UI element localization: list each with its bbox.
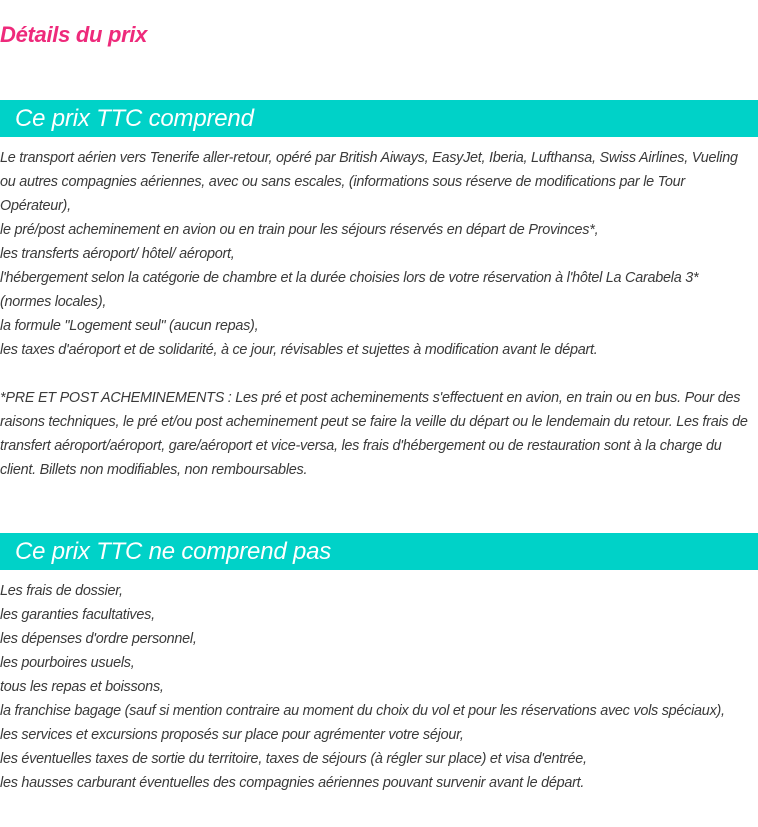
transfer-note-text: *PRE ET POST ACHEMINEMENTS : Les pré et post acheminements s'effectuent en avion, en train ou en bus. Pour des raisons techniques, le pré et/ou post acheminement peut se faire la veille du départ ou le lendemain du retour. Les frais de transfert aéroport/aéroport, gare/aéroport et vice-versa, les frais d'hébergement ou de restauration sont à la charge du client. Billets non modifiables, non remboursables.	[0, 390, 748, 478]
included-item: les taxes d'aéroport et de solidarité, à ce jour, révisables et sujettes à modification avant le départ.	[0, 342, 598, 358]
excluded-item: les hausses carburant éventuelles des compagnies aériennes pouvant survenir avant le départ.	[0, 775, 585, 791]
included-item: les transferts aéroport/ hôtel/ aéroport,	[0, 246, 235, 262]
included-item: Le transport aérien vers Tenerife aller-retour, opéré par British Aiways, EasyJet, Iberia, Lufthansa, Swiss Airlines, Vueling ou autres compagnies aériennes, avec ou sans escales, (informations sous réserve de modifications par le Tour Opérateur),	[0, 150, 738, 214]
included-section-heading: Ce prix TTC comprend	[15, 105, 254, 132]
included-item: le pré/post acheminement en avion ou en train pour les séjours réservés en départ de Provinces*,	[0, 222, 599, 238]
excluded-item: les services et excursions proposés sur place pour agrémenter votre séjour,	[0, 727, 464, 743]
transfer-note	[0, 386, 752, 482]
excluded-list	[0, 579, 752, 795]
excluded-item: les dépenses d'ordre personnel,	[0, 631, 197, 647]
included-item: l'hébergement selon la catégorie de chambre et la durée choisies lors de votre réservation à l'hôtel La Carabela 3* (normes locales),	[0, 270, 699, 310]
included-item: la formule "Logement seul" (aucun repas),	[0, 318, 259, 334]
included-list	[0, 146, 752, 362]
excluded-section-header	[0, 533, 758, 570]
excluded-item: les éventuelles taxes de sortie du territoire, taxes de séjours (à régler sur place) et visa d'entrée,	[0, 751, 587, 767]
excluded-item: les pourboires usuels,	[0, 655, 135, 671]
page-title: Détails du prix	[0, 22, 148, 47]
excluded-item: les garanties facultatives,	[0, 607, 155, 623]
excluded-item: la franchise bagage (sauf si mention contraire au moment du choix du vol et pour les réservations avec vols spéciaux),	[0, 703, 725, 719]
excluded-section-heading: Ce prix TTC ne comprend pas	[15, 538, 332, 565]
excluded-item: Les frais de dossier,	[0, 583, 123, 599]
excluded-item: tous les repas et boissons,	[0, 679, 164, 695]
included-section-header	[0, 100, 758, 137]
